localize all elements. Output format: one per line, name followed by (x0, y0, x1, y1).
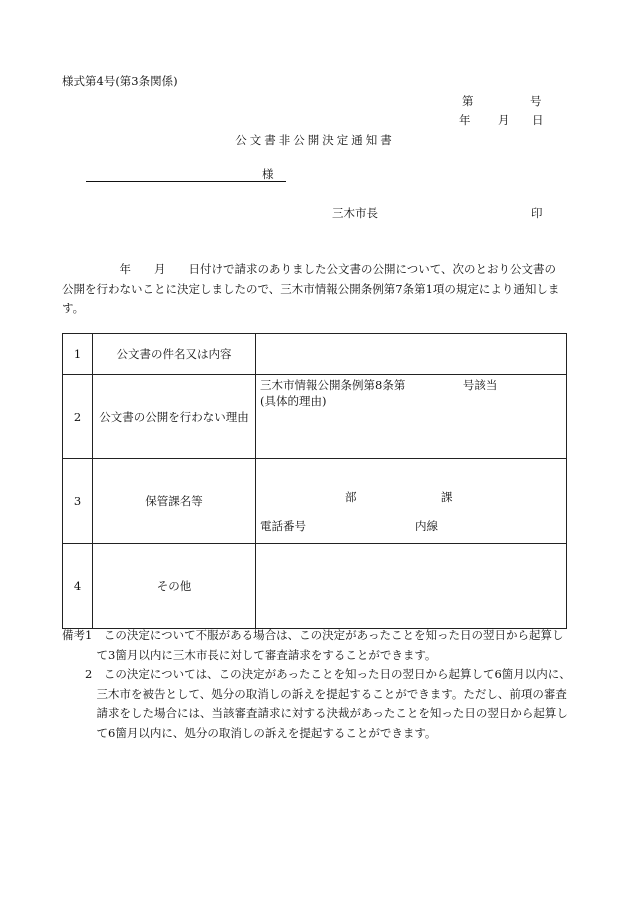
notice-table (62, 333, 567, 629)
body-line: 公開を行わないことに決定しましたので、三木市情報公開条例第7条第1項の規定により通知しま (62, 281, 560, 296)
department-bu-label: 部 (345, 490, 357, 504)
remarks-section (62, 626, 572, 743)
other-cell (256, 544, 567, 629)
form-label: 様式第4号(第3条関係) (62, 74, 178, 88)
remark-line: 2 この決定については、この決定があったことを知った日の翌日から起算して6箇月以内に、 (62, 667, 571, 681)
row-number: 4 (63, 544, 93, 629)
document-subject-cell (256, 334, 567, 375)
table-row (63, 459, 567, 544)
remark-line: 三木市を被告として、処分の取消しの訴えを提起することができます。ただし、前項の審査 (62, 686, 567, 701)
department-cell (256, 459, 567, 544)
date-day-label: 日 (532, 113, 544, 127)
row-label: 保管課名等 (93, 459, 256, 544)
date-month-label: 月 (498, 113, 510, 127)
table-row (63, 544, 567, 629)
row-number: 1 (63, 334, 93, 375)
addressee-suffix: 様 (262, 167, 274, 181)
section-ka-label: 課 (441, 490, 453, 504)
seal-mark: 印 (531, 206, 543, 220)
document-number-go: 号 (530, 94, 542, 108)
document-number-dai: 第 (462, 94, 474, 108)
extension-label: 内線 (415, 519, 438, 533)
table-row (63, 334, 567, 375)
phone-number-label: 電話番号 (260, 519, 306, 533)
reason-cell (256, 375, 567, 459)
remark-line: 請求をした場合には、当該審査請求に対する決裁があったことを知った日の翌日から起算し (62, 706, 568, 720)
remark-line: 備考1 この決定について不服がある場合は、この決定があったことを知った日の翌日から起算し (62, 628, 564, 642)
body-line: 年 月 日付けで請求のありました公文書の公開について、次のとおり公文書の (62, 262, 557, 276)
table-row (63, 375, 567, 459)
date-year-label: 年 (459, 113, 471, 127)
body-line: す。 (62, 301, 85, 315)
row-label: 公文書の件名又は内容 (93, 334, 256, 375)
issuer-mayor: 三木市長 (332, 206, 378, 220)
addressee-line (86, 181, 286, 182)
remark-line: て3箇月以内に三木市長に対して審査請求をすることができます。 (62, 647, 437, 662)
row-label: 公文書の公開を行わない理由 (93, 375, 256, 459)
row-number: 2 (63, 375, 93, 459)
row-number: 3 (63, 459, 93, 544)
document-title: 公文書非公開決定通知書 (235, 133, 395, 147)
remark-line: て6箇月以内に、処分の取消しの訴えを提起することができます。 (62, 725, 437, 740)
body-paragraph (62, 260, 568, 319)
ordinance-article-text: 三木市情報公開条例第8条第 号該当 (260, 378, 498, 392)
specific-reason-label: (具体的理由) (260, 394, 327, 408)
row-label: その他 (93, 544, 256, 629)
